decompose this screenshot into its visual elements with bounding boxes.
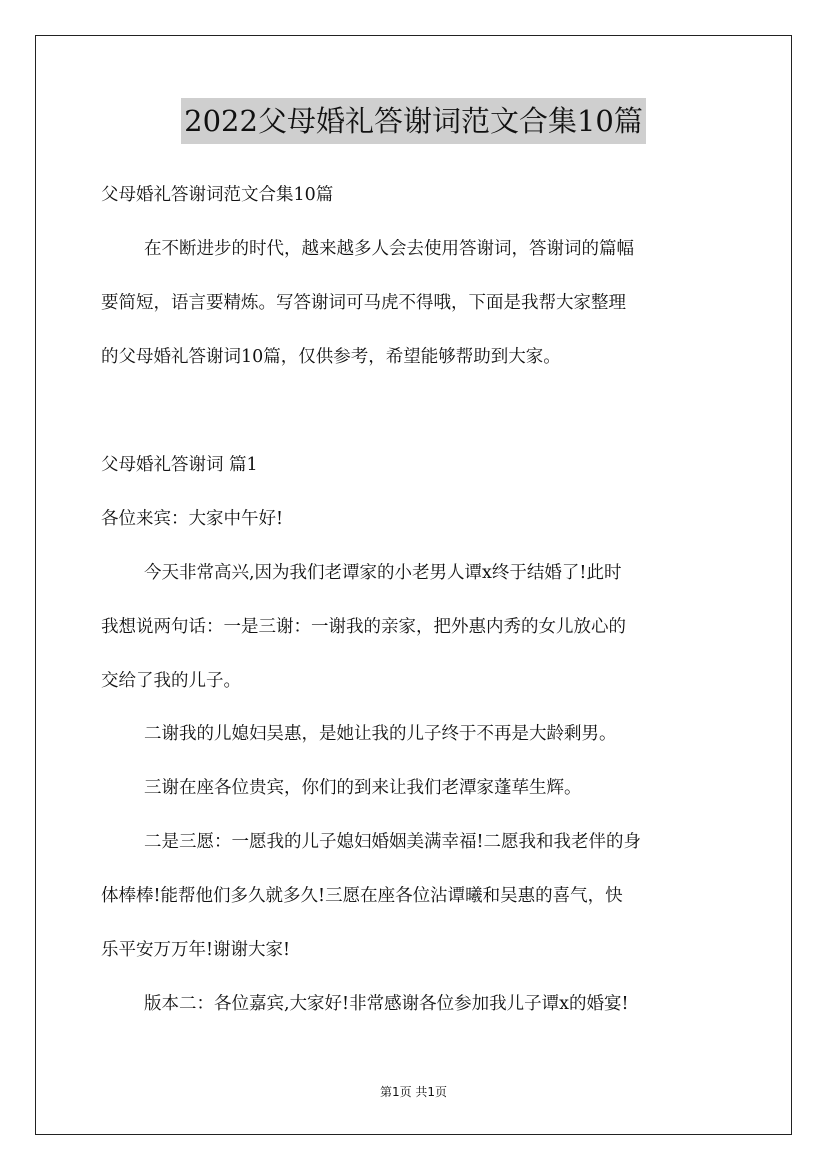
body-line: 版本二：各位嘉宾,大家好!非常感谢各位参加我儿子谭x的婚宴! [144, 994, 629, 1014]
body-line: 二是三愿：一愿我的儿子媳妇婚姻美满幸福!二愿我和我老伴的身 [144, 832, 642, 852]
document-subtitle: 父母婚礼答谢词范文合集10篇 [101, 185, 334, 205]
body-line: 三谢在座各位贵宾，你们的到来让我们老潭家蓬荜生辉。 [144, 778, 582, 798]
body-line: 今天非常高兴,因为我们老谭家的小老男人谭x终于结婚了!此时 [144, 563, 622, 583]
greeting-line: 各位来宾：大家中午好! [101, 509, 284, 529]
document-title: 2022父母婚礼答谢词范文合集10篇 [181, 98, 646, 144]
body-line: 体棒棒!能帮他们多久就多久!三愿在座各位沾谭曦和吴惠的喜气，快 [101, 886, 623, 906]
page-number-footer: 第1页 共1页 [379, 1085, 448, 1099]
title-container [0, 98, 827, 144]
intro-line: 的父母婚礼答谢词10篇，仅供参考，希望能够帮助到大家。 [101, 347, 561, 367]
intro-line: 要简短，语言要精炼。写答谢词可马虎不得哦，下面是我帮大家整理 [101, 293, 626, 313]
body-line: 交给了我的儿子。 [101, 671, 241, 691]
body-line: 乐平安万万年!谢谢大家! [101, 940, 291, 960]
body-line: 我想说两句话：一是三谢：一谢我的亲家，把外惠内秀的女儿放心的 [101, 617, 626, 637]
body-line: 二谢我的儿媳妇吴惠，是她让我的儿子终于不再是大龄剩男。 [144, 724, 617, 744]
intro-line: 在不断进步的时代，越来越多人会去使用答谢词，答谢词的篇幅 [144, 239, 634, 259]
section-heading: 父母婚礼答谢词 篇1 [101, 455, 258, 475]
